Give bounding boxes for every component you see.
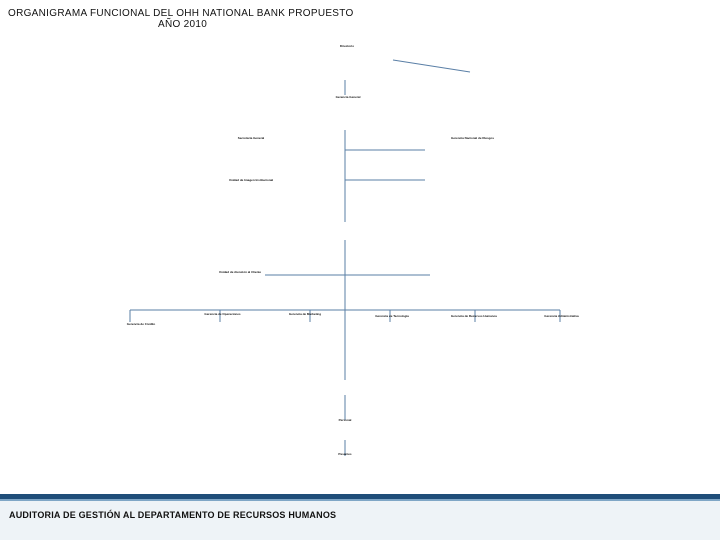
box-gerencia-marketing [265, 312, 345, 370]
box-gerencia-tecnologia [352, 314, 432, 354]
box-imagen-institucional-title: Unidad de Imagen Institucional [228, 178, 274, 182]
box-gerencia-administrativa-title: Gerencia Administrativa [544, 314, 579, 318]
box-gerencia-riesgos [420, 136, 525, 172]
box-gerencia-rrhh-title: Gerencia de Recursos Humanos [450, 314, 498, 318]
box-gerencia-tecnologia-title: Gerencia de Tecnología [375, 314, 409, 318]
box-gerencia-general-title: Gerencia General [335, 95, 361, 99]
box-gerencia-administrativa [515, 314, 608, 368]
footer-text: AUDITORIA DE GESTIÓN AL DEPARTAMENTO DE RECURSOS HUMANOS [9, 510, 337, 520]
title-line-1: ORGANIGRAMA FUNCIONAL DEL OHH NATIONAL BANK PROPUESTO [8, 8, 354, 19]
box-gerencia-rrhh [434, 314, 514, 350]
box-comisario [425, 66, 525, 102]
box-secretaria-general-title: Secretaria General [237, 136, 265, 140]
box-atencion-cliente [180, 270, 300, 298]
box-pasantes-title: Pasantes [338, 452, 352, 456]
box-cumplimiento [400, 270, 525, 294]
box-atencion-cliente-title: Unidad de Atención al Cliente [218, 270, 262, 274]
box-pasantes [306, 452, 384, 482]
footer-banner [0, 494, 720, 540]
box-directorio-title: Directorio [339, 44, 355, 48]
box-gerencia-credito [106, 322, 176, 358]
box-gerencia-marketing-title: Gerencia de Marketing [288, 312, 322, 316]
box-vicepresidencia [302, 222, 388, 242]
box-staff [280, 379, 410, 409]
box-asesoria-legal [418, 178, 525, 208]
box-gerencia-riesgos-title: Gerencia Nacional de Riesgos [450, 136, 495, 140]
box-secretaria-general [196, 136, 306, 172]
box-gerencia-general [298, 95, 398, 130]
box-personal-title: Personal [338, 418, 352, 422]
footer-band-light [0, 499, 720, 501]
box-gerencia-credito-title: Gerencia de Crédito [126, 322, 156, 326]
box-personal [302, 418, 388, 446]
box-gerencia-operaciones-title: Gerencia de Operaciones [204, 312, 241, 316]
box-directorio [300, 44, 394, 80]
title-line-2: AÑO 2010 [158, 19, 208, 30]
box-gerencia-operaciones [185, 312, 260, 370]
box-imagen-institucional [196, 178, 306, 208]
